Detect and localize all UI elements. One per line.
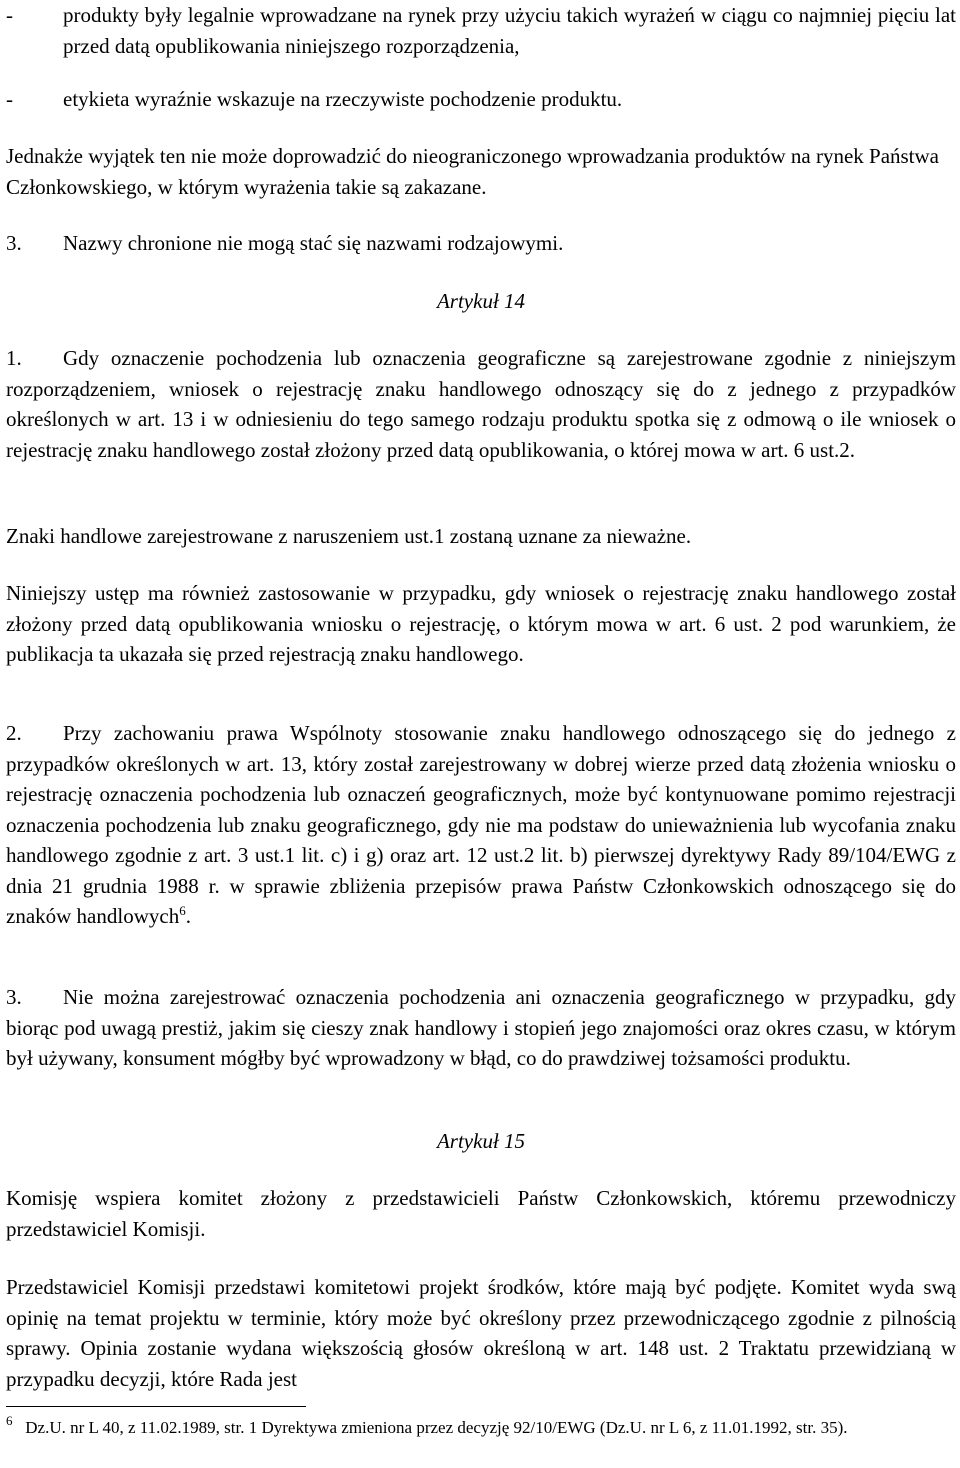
footnote-reference: 6 [179, 903, 186, 918]
article-15-heading: Artykuł 15 [436, 1129, 526, 1153]
art14-paragraph-1 [6, 343, 956, 465]
footnote [6, 1413, 956, 1439]
art15-paragraph-1: Komisję wspiera komitet złożony z przedstawicieli Państw Członkowskich, któremu przewodniczy przedstawiciel Komisji. [6, 1186, 956, 1241]
footnote-text: Dz.U. nr L 40, z 11.02.1989, str. 1 Dyrektywa zmieniona przez decyzję 92/10/EWG (Dz.U. nr L 6, z 11.01.1992, str. 35). [25, 1418, 848, 1437]
paragraph-number: 2. [6, 721, 22, 745]
art14-paragraph-2 [6, 718, 956, 932]
art14-paragraph-3 [6, 982, 956, 1074]
paragraph-text: Nazwy chronione nie mogą stać się nazwami rodzajowymi. [63, 231, 564, 255]
dash-text: produkty były legalnie wprowadzane na rynek przy użyciu takich wyrażeń w ciągu co najmniej pięciu lat przed datą opublikowania niniejszego rozporządzenia, [63, 3, 956, 58]
paragraph-number: 1. [6, 346, 22, 370]
dash-mark: - [6, 87, 13, 111]
dash-item [6, 84, 956, 115]
paragraph-end: . [185, 904, 191, 928]
paragraph-text: Gdy oznaczenie pochodzenia lub oznaczenia geograficzne są zarejestrowane zgodnie z niniejszym rozporządzeniem, wniosek o rejestrację znaku handlowego odnoszący się do z jednego z przypadków określonych w art. 13 i w odniesieniu do tego samego rodzaju produktu spotka się z odmową o ile wniosek o rejestrację znaku handlowego został złożony przed datą opublikowania, o której mowa w art. 6 ust.2. [6, 346, 956, 462]
dash-item [6, 0, 956, 61]
dash-text: etykieta wyraźnie wskazuje na rzeczywiste pochodzenie produktu. [63, 87, 623, 111]
paragraph-text: Przy zachowaniu prawa Wspólnoty stosowanie znaku handlowego odnoszącego się do jednego z przypadków określonych w art. 13, który został zarejestrowany w dobrej wierze przed datą złożenia wniosku o rejestrację oznaczenia pochodzenia lub oznaczeń geograficznych, może być kontynuowane pomimo rejestracji oznaczenia pochodzenia lub znaku geograficznego, gdy nie ma podstaw do unieważnienia lub wycofania znaku handlowego zgodnie z art. 3 ust.1 lit. c) i g) oraz art. 12 ust.2 lit. b) pierwszej dyrektywy Rady 89/104/EWG z dnia 21 grudnia 1988 r. w sprawie zbliżenia przepisów prawa Państw Członkowskich odnoszącego się do znaków handlowych [6, 721, 956, 928]
footnote-divider [6, 1406, 306, 1407]
paragraph-jednakze: Jednakże wyjątek ten nie może doprowadzić do nieograniczonego wprowadzania produktów na rynek Państwa Członkowskiego, w którym wyrażenia takie są zakazane. [6, 144, 940, 199]
art15-paragraph-2: Przedstawiciel Komisji przedstawi komitetowi projekt środków, które mają być podjęte. Komitet wyda swą opinię na temat projektu w terminie, który może być określony przez przewodniczącego zgodnie z pilnością sprawy. Opinia zostanie wydana większością głosów określoną w art. 148 ust. 2 Traktatu przewidzianą w przypadku decyzji, które Rada jest [6, 1275, 956, 1391]
paragraph-3-nazwy [6, 228, 956, 259]
dash-mark: - [6, 3, 13, 27]
footnote-mark: 6 [6, 1413, 13, 1428]
paragraph-number: 3. [6, 231, 22, 255]
article-14-heading: Artykuł 14 [436, 289, 526, 313]
art14-znaki-paragraph: Znaki handlowe zarejestrowane z naruszeniem ust.1 zostaną uznane za nieważne. [6, 524, 692, 548]
art14-niniejszy-paragraph: Niniejszy ustęp ma również zastosowanie w przypadku, gdy wniosek o rejestrację znaku handlowego został złożony przed datą opublikowania wniosku o rejestrację, o którym mowa w art. 6 ust. 2 pod warunkiem, że publikacja ta ukazała się przed rejestracją znaku handlowego. [6, 581, 956, 666]
paragraph-text: Nie można zarejestrować oznaczenia pochodzenia ani oznaczenia geograficznego w przypadku, gdy biorąc pod uwagą prestiż, jakim się cieszy znak handlowy i stopień jego znajomości oraz okres czasu, w którym był używany, konsument mógłby być wprowadzony w błąd, co do prawdziwej tożsamości produktu. [6, 985, 956, 1070]
paragraph-number: 3. [6, 985, 22, 1009]
